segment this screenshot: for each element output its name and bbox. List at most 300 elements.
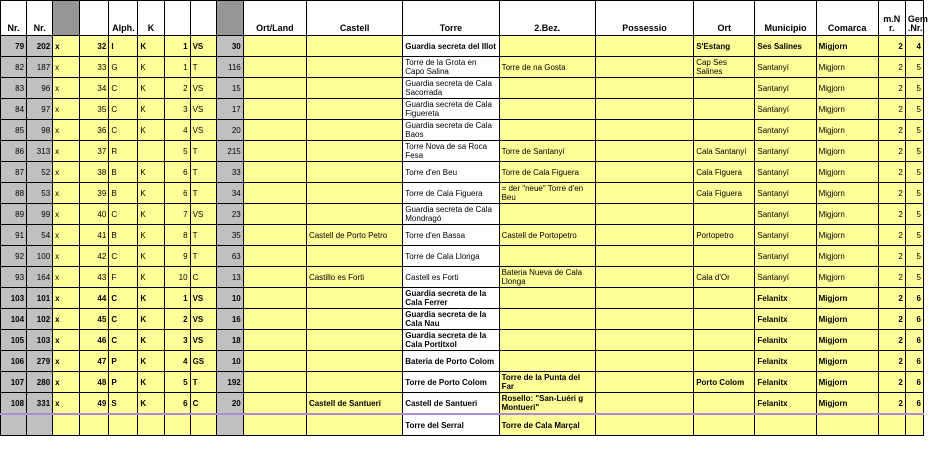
table-row[interactable]: [1, 372, 924, 393]
table-row[interactable]: [1, 351, 924, 372]
cell-nr[interactable]: 88: [1, 183, 27, 204]
col-header[interactable]: Alph.: [109, 1, 138, 36]
cell-castell[interactable]: [306, 351, 402, 372]
cell-ortland[interactable]: [243, 120, 306, 141]
cell-x[interactable]: x: [53, 183, 80, 204]
cell-comarca[interactable]: Migjorn: [816, 309, 878, 330]
cell-ord[interactable]: 10: [216, 351, 243, 372]
cell-gem[interactable]: 5: [905, 162, 923, 183]
cell-municipio[interactable]: Felanitx: [755, 288, 816, 309]
cell-ord[interactable]: 116: [216, 57, 243, 78]
cell-nr2[interactable]: 100: [27, 246, 53, 267]
cell-n3[interactable]: 48: [80, 372, 109, 393]
cell-municipio[interactable]: Santanyí: [755, 141, 816, 162]
cell-possessio[interactable]: [595, 330, 693, 351]
cell-type[interactable]: T: [190, 183, 216, 204]
cell-ord[interactable]: 16: [216, 309, 243, 330]
cell-type[interactable]: VS: [190, 78, 216, 99]
cell-type[interactable]: VS: [190, 120, 216, 141]
cell-type[interactable]: T: [190, 372, 216, 393]
cell-type[interactable]: T: [190, 246, 216, 267]
cell-ort[interactable]: [694, 393, 755, 415]
cell-ord[interactable]: 35: [216, 225, 243, 246]
cell-castell[interactable]: [306, 309, 402, 330]
cell-bez2[interactable]: Torre de la Punta del Far: [499, 372, 595, 393]
cell-mnr[interactable]: 2: [878, 57, 905, 78]
col-header[interactable]: [80, 1, 109, 36]
cell-mnr[interactable]: 2: [878, 330, 905, 351]
cell-mnr[interactable]: 2: [878, 99, 905, 120]
cell-n3[interactable]: 34: [80, 78, 109, 99]
cell-k2[interactable]: 4: [164, 120, 190, 141]
cell-comarca[interactable]: Migjorn: [816, 246, 878, 267]
cell-x[interactable]: x: [53, 372, 80, 393]
cell-n3[interactable]: 45: [80, 309, 109, 330]
col-header[interactable]: Ort: [694, 1, 755, 36]
cell-ort[interactable]: [694, 120, 755, 141]
cell-mnr[interactable]: 2: [878, 372, 905, 393]
cell-gem[interactable]: 5: [905, 225, 923, 246]
cell-ortland[interactable]: [243, 99, 306, 120]
cell-castell[interactable]: [306, 288, 402, 309]
cell-nr2[interactable]: 331: [27, 393, 53, 415]
cell-k2[interactable]: 6: [164, 393, 190, 415]
cell-municipio[interactable]: Santanyí: [755, 162, 816, 183]
cell-n3[interactable]: 37: [80, 141, 109, 162]
cell-x[interactable]: x: [53, 393, 80, 415]
cell-k2[interactable]: 10: [164, 267, 190, 288]
cell-ort[interactable]: Cala Figuera: [694, 183, 755, 204]
cell-ord[interactable]: 23: [216, 204, 243, 225]
cell-nr[interactable]: 92: [1, 246, 27, 267]
cell-n3[interactable]: 40: [80, 204, 109, 225]
cell-bez2[interactable]: [499, 99, 595, 120]
cell-mnr[interactable]: 2: [878, 162, 905, 183]
cell-comarca[interactable]: Migjorn: [816, 288, 878, 309]
cell-ort[interactable]: [694, 78, 755, 99]
cell-type[interactable]: VS: [190, 330, 216, 351]
cell-comarca[interactable]: Migjorn: [816, 120, 878, 141]
cell-possessio[interactable]: [595, 393, 693, 415]
cell-gem[interactable]: 4: [905, 36, 923, 57]
cell-k2[interactable]: 1: [164, 288, 190, 309]
cell-n3[interactable]: 49: [80, 393, 109, 415]
cell-nr2[interactable]: 279: [27, 351, 53, 372]
cell-ortland[interactable]: [243, 267, 306, 288]
cell-ortland[interactable]: [243, 57, 306, 78]
cell-possessio[interactable]: [595, 141, 693, 162]
cell-nr2[interactable]: 54: [27, 225, 53, 246]
col-header[interactable]: Torre: [403, 1, 499, 36]
cell-ord[interactable]: 33: [216, 162, 243, 183]
cell-municipio[interactable]: Santanyí: [755, 78, 816, 99]
cell-nr[interactable]: [1, 414, 27, 436]
cell-bez2[interactable]: [499, 288, 595, 309]
cell-gem[interactable]: [905, 414, 923, 436]
cell-x[interactable]: x: [53, 162, 80, 183]
cell-gem[interactable]: 5: [905, 267, 923, 288]
cell-x[interactable]: x: [53, 36, 80, 57]
cell-bez2[interactable]: [499, 120, 595, 141]
cell-gem[interactable]: 6: [905, 330, 923, 351]
cell-castell[interactable]: [306, 57, 402, 78]
cell-nr[interactable]: 103: [1, 288, 27, 309]
cell-gem[interactable]: 5: [905, 120, 923, 141]
cell-mnr[interactable]: 2: [878, 351, 905, 372]
cell-municipio[interactable]: Santanyí: [755, 57, 816, 78]
cell-nr2[interactable]: 103: [27, 330, 53, 351]
cell-k[interactable]: K: [138, 225, 164, 246]
cell-x[interactable]: x: [53, 120, 80, 141]
cell-torre[interactable]: Guardia secreta de la Cala Nau: [403, 309, 499, 330]
cell-comarca[interactable]: Migjorn: [816, 393, 878, 415]
cell-alph[interactable]: B: [109, 225, 138, 246]
cell-comarca[interactable]: [816, 414, 878, 436]
cell-alph[interactable]: S: [109, 393, 138, 415]
cell-torre[interactable]: Torre Nova de sa Roca Fesa: [403, 141, 499, 162]
cell-k[interactable]: K: [138, 162, 164, 183]
table-row[interactable]: [1, 267, 924, 288]
cell-mnr[interactable]: 2: [878, 204, 905, 225]
cell-possessio[interactable]: [595, 225, 693, 246]
cell-comarca[interactable]: Migjorn: [816, 351, 878, 372]
cell-ort[interactable]: [694, 288, 755, 309]
cell-n3[interactable]: [80, 414, 109, 436]
cell-n3[interactable]: 38: [80, 162, 109, 183]
cell-ortland[interactable]: [243, 372, 306, 393]
cell-x[interactable]: x: [53, 267, 80, 288]
cell-type[interactable]: T: [190, 225, 216, 246]
cell-possessio[interactable]: [595, 36, 693, 57]
cell-k2[interactable]: 1: [164, 36, 190, 57]
cell-comarca[interactable]: Migjorn: [816, 141, 878, 162]
col-header[interactable]: Gem .Nr.: [905, 1, 923, 36]
cell-ortland[interactable]: [243, 414, 306, 436]
cell-type[interactable]: C: [190, 393, 216, 415]
cell-ortland[interactable]: [243, 162, 306, 183]
cell-nr2[interactable]: 52: [27, 162, 53, 183]
cell-type[interactable]: VS: [190, 309, 216, 330]
cell-n3[interactable]: 35: [80, 99, 109, 120]
cell-castell[interactable]: Castell de Santueri: [306, 393, 402, 415]
cell-x[interactable]: [53, 414, 80, 436]
cell-possessio[interactable]: [595, 183, 693, 204]
cell-k2[interactable]: 6: [164, 162, 190, 183]
cell-castell[interactable]: [306, 183, 402, 204]
cell-x[interactable]: x: [53, 246, 80, 267]
cell-mnr[interactable]: 2: [878, 225, 905, 246]
cell-possessio[interactable]: [595, 204, 693, 225]
cell-comarca[interactable]: Migjorn: [816, 78, 878, 99]
table-row[interactable]: [1, 120, 924, 141]
cell-municipio[interactable]: Felanitx: [755, 351, 816, 372]
cell-alph[interactable]: B: [109, 162, 138, 183]
cell-k2[interactable]: 9: [164, 246, 190, 267]
cell-torre[interactable]: Guardia secreta de la Cala Portitxol: [403, 330, 499, 351]
cell-ortland[interactable]: [243, 330, 306, 351]
cell-bez2[interactable]: [499, 330, 595, 351]
cell-gem[interactable]: 6: [905, 288, 923, 309]
cell-k[interactable]: K: [138, 204, 164, 225]
cell-ort[interactable]: Cala Figuera: [694, 162, 755, 183]
col-header[interactable]: Municipio: [755, 1, 816, 36]
cell-k[interactable]: K: [138, 351, 164, 372]
cell-bez2[interactable]: Bateria Nueva de Cala Llonga: [499, 267, 595, 288]
cell-comarca[interactable]: Migjorn: [816, 267, 878, 288]
cell-nr2[interactable]: 102: [27, 309, 53, 330]
cell-n3[interactable]: 42: [80, 246, 109, 267]
cell-comarca[interactable]: Migjorn: [816, 183, 878, 204]
cell-torre[interactable]: Guardia secreta de Cala Figuereta: [403, 99, 499, 120]
cell-possessio[interactable]: [595, 120, 693, 141]
cell-ord[interactable]: 63: [216, 246, 243, 267]
cell-gem[interactable]: 5: [905, 183, 923, 204]
col-header[interactable]: Nr.: [27, 1, 53, 36]
table-row[interactable]: [1, 57, 924, 78]
cell-k[interactable]: K: [138, 120, 164, 141]
col-header[interactable]: [190, 1, 216, 36]
cell-alph[interactable]: C: [109, 78, 138, 99]
cell-k[interactable]: K: [138, 372, 164, 393]
cell-alph[interactable]: B: [109, 183, 138, 204]
cell-ort[interactable]: Cala Santanyí: [694, 141, 755, 162]
cell-ord[interactable]: 17: [216, 99, 243, 120]
cell-k2[interactable]: 4: [164, 351, 190, 372]
table-row[interactable]: [1, 141, 924, 162]
cell-ortland[interactable]: [243, 225, 306, 246]
cell-nr[interactable]: 79: [1, 36, 27, 57]
cell-comarca[interactable]: Migjorn: [816, 99, 878, 120]
cell-ort[interactable]: Cala d'Or: [694, 267, 755, 288]
cell-possessio[interactable]: [595, 246, 693, 267]
cell-municipio[interactable]: Santanyí: [755, 204, 816, 225]
cell-ortland[interactable]: [243, 183, 306, 204]
cell-x[interactable]: x: [53, 330, 80, 351]
cell-gem[interactable]: 5: [905, 57, 923, 78]
col-header[interactable]: Possessio: [595, 1, 693, 36]
cell-type[interactable]: VS: [190, 99, 216, 120]
cell-nr2[interactable]: 313: [27, 141, 53, 162]
cell-bez2[interactable]: Torre de na Gosta: [499, 57, 595, 78]
cell-nr[interactable]: 91: [1, 225, 27, 246]
cell-castell[interactable]: [306, 372, 402, 393]
cell-bez2[interactable]: = der "neue" Torre d'en Beu: [499, 183, 595, 204]
cell-ortland[interactable]: [243, 351, 306, 372]
cell-k[interactable]: K: [138, 36, 164, 57]
cell-castell[interactable]: Castillo es Forti: [306, 267, 402, 288]
cell-nr[interactable]: 86: [1, 141, 27, 162]
table-row[interactable]: [1, 99, 924, 120]
table-row[interactable]: [1, 309, 924, 330]
cell-alph[interactable]: R: [109, 141, 138, 162]
cell-municipio[interactable]: Santanyí: [755, 267, 816, 288]
cell-torre[interactable]: Guardia secreta del Illot: [403, 36, 499, 57]
cell-comarca[interactable]: Migjorn: [816, 57, 878, 78]
cell-torre[interactable]: Bateria de Porto Colom: [403, 351, 499, 372]
cell-n3[interactable]: 47: [80, 351, 109, 372]
cell-k[interactable]: K: [138, 99, 164, 120]
cell-bez2[interactable]: [499, 309, 595, 330]
table-row[interactable]: [1, 36, 924, 57]
cell-comarca[interactable]: Migjorn: [816, 204, 878, 225]
cell-ord[interactable]: [216, 414, 243, 436]
cell-x[interactable]: x: [53, 351, 80, 372]
cell-ord[interactable]: 20: [216, 120, 243, 141]
cell-alph[interactable]: F: [109, 267, 138, 288]
cell-ord[interactable]: 34: [216, 183, 243, 204]
cell-possessio[interactable]: [595, 414, 693, 436]
cell-n3[interactable]: 44: [80, 288, 109, 309]
cell-torre[interactable]: Torre d'en Bassa: [403, 225, 499, 246]
cell-castell[interactable]: [306, 330, 402, 351]
cell-x[interactable]: x: [53, 99, 80, 120]
table-row[interactable]: [1, 414, 924, 436]
cell-comarca[interactable]: Migjorn: [816, 372, 878, 393]
cell-k2[interactable]: 2: [164, 309, 190, 330]
cell-ord[interactable]: 13: [216, 267, 243, 288]
cell-ort[interactable]: [694, 99, 755, 120]
cell-possessio[interactable]: [595, 288, 693, 309]
table-row[interactable]: [1, 183, 924, 204]
cell-possessio[interactable]: [595, 309, 693, 330]
cell-ord[interactable]: 20: [216, 393, 243, 415]
cell-torre[interactable]: Torre d'en Beu: [403, 162, 499, 183]
cell-alph[interactable]: G: [109, 57, 138, 78]
cell-n3[interactable]: 46: [80, 330, 109, 351]
cell-ortland[interactable]: [243, 78, 306, 99]
cell-nr2[interactable]: 99: [27, 204, 53, 225]
cell-municipio[interactable]: Felanitx: [755, 393, 816, 415]
cell-gem[interactable]: 6: [905, 351, 923, 372]
cell-nr[interactable]: 87: [1, 162, 27, 183]
cell-ort[interactable]: [694, 351, 755, 372]
cell-ort[interactable]: [694, 246, 755, 267]
cell-municipio[interactable]: Santanyí: [755, 99, 816, 120]
cell-k2[interactable]: 5: [164, 141, 190, 162]
cell-ortland[interactable]: [243, 246, 306, 267]
table-row[interactable]: [1, 162, 924, 183]
cell-mnr[interactable]: [878, 414, 905, 436]
cell-bez2[interactable]: Torre de Cala Figuera: [499, 162, 595, 183]
cell-mnr[interactable]: 2: [878, 393, 905, 415]
cell-municipio[interactable]: Santanyí: [755, 225, 816, 246]
table-row[interactable]: [1, 225, 924, 246]
cell-alph[interactable]: P: [109, 351, 138, 372]
col-header[interactable]: Ort/Land: [243, 1, 306, 36]
cell-ortland[interactable]: [243, 36, 306, 57]
cell-n3[interactable]: 41: [80, 225, 109, 246]
cell-bez2[interactable]: Torre de Santanyí: [499, 141, 595, 162]
col-header[interactable]: [53, 1, 80, 36]
cell-ord[interactable]: 30: [216, 36, 243, 57]
cell-k[interactable]: K: [138, 246, 164, 267]
cell-comarca[interactable]: Migjorn: [816, 225, 878, 246]
cell-possessio[interactable]: [595, 57, 693, 78]
cell-bez2[interactable]: [499, 204, 595, 225]
cell-x[interactable]: x: [53, 204, 80, 225]
cell-nr2[interactable]: 101: [27, 288, 53, 309]
cell-ord[interactable]: 192: [216, 372, 243, 393]
cell-alph[interactable]: C: [109, 309, 138, 330]
cell-possessio[interactable]: [595, 78, 693, 99]
cell-ortland[interactable]: [243, 204, 306, 225]
cell-torre[interactable]: Torre de Porto Colom: [403, 372, 499, 393]
cell-type[interactable]: VS: [190, 36, 216, 57]
cell-comarca[interactable]: Migjorn: [816, 330, 878, 351]
cell-k2[interactable]: 3: [164, 330, 190, 351]
cell-alph[interactable]: I: [109, 36, 138, 57]
cell-ort[interactable]: Porto Colom: [694, 372, 755, 393]
cell-torre[interactable]: Torre de Cala Figuera: [403, 183, 499, 204]
cell-castell[interactable]: [306, 246, 402, 267]
table-row[interactable]: [1, 78, 924, 99]
cell-nr[interactable]: 105: [1, 330, 27, 351]
cell-nr[interactable]: 85: [1, 120, 27, 141]
cell-nr[interactable]: 93: [1, 267, 27, 288]
cell-bez2[interactable]: [499, 36, 595, 57]
cell-nr2[interactable]: [27, 414, 53, 436]
table-row[interactable]: [1, 288, 924, 309]
cell-gem[interactable]: 6: [905, 372, 923, 393]
cell-castell[interactable]: [306, 99, 402, 120]
cell-ord[interactable]: 18: [216, 330, 243, 351]
cell-k2[interactable]: 3: [164, 99, 190, 120]
cell-ort[interactable]: [694, 309, 755, 330]
cell-castell[interactable]: [306, 204, 402, 225]
cell-nr[interactable]: 104: [1, 309, 27, 330]
cell-k[interactable]: K: [138, 393, 164, 415]
cell-castell[interactable]: [306, 36, 402, 57]
cell-municipio[interactable]: [755, 414, 816, 436]
cell-municipio[interactable]: Felanitx: [755, 309, 816, 330]
cell-n3[interactable]: 36: [80, 120, 109, 141]
table-row[interactable]: [1, 204, 924, 225]
cell-mnr[interactable]: 2: [878, 141, 905, 162]
cell-nr[interactable]: 84: [1, 99, 27, 120]
cell-castell[interactable]: [306, 78, 402, 99]
cell-nr2[interactable]: 202: [27, 36, 53, 57]
cell-k2[interactable]: 5: [164, 372, 190, 393]
cell-x[interactable]: x: [53, 141, 80, 162]
cell-torre[interactable]: Torre del Serral: [403, 414, 499, 436]
col-header[interactable]: K: [138, 1, 164, 36]
cell-nr[interactable]: 108: [1, 393, 27, 415]
cell-castell[interactable]: Castell de Porto Petro: [306, 225, 402, 246]
cell-k[interactable]: K: [138, 57, 164, 78]
cell-possessio[interactable]: [595, 351, 693, 372]
cell-gem[interactable]: 5: [905, 204, 923, 225]
cell-municipio[interactable]: Ses Salines: [755, 36, 816, 57]
cell-alph[interactable]: C: [109, 330, 138, 351]
cell-ort[interactable]: S'Estang: [694, 36, 755, 57]
cell-gem[interactable]: 6: [905, 393, 923, 415]
cell-x[interactable]: x: [53, 225, 80, 246]
cell-torre[interactable]: Guardia secreta de Cala Baos: [403, 120, 499, 141]
cell-n3[interactable]: 39: [80, 183, 109, 204]
cell-x[interactable]: x: [53, 57, 80, 78]
cell-ord[interactable]: 15: [216, 78, 243, 99]
cell-nr2[interactable]: 280: [27, 372, 53, 393]
cell-municipio[interactable]: Santanyí: [755, 120, 816, 141]
cell-k[interactable]: [138, 141, 164, 162]
cell-type[interactable]: T: [190, 141, 216, 162]
cell-x[interactable]: x: [53, 309, 80, 330]
cell-k2[interactable]: 8: [164, 225, 190, 246]
cell-ort[interactable]: [694, 414, 755, 436]
cell-alph[interactable]: C: [109, 204, 138, 225]
cell-gem[interactable]: 5: [905, 99, 923, 120]
col-header[interactable]: Castell: [306, 1, 402, 36]
